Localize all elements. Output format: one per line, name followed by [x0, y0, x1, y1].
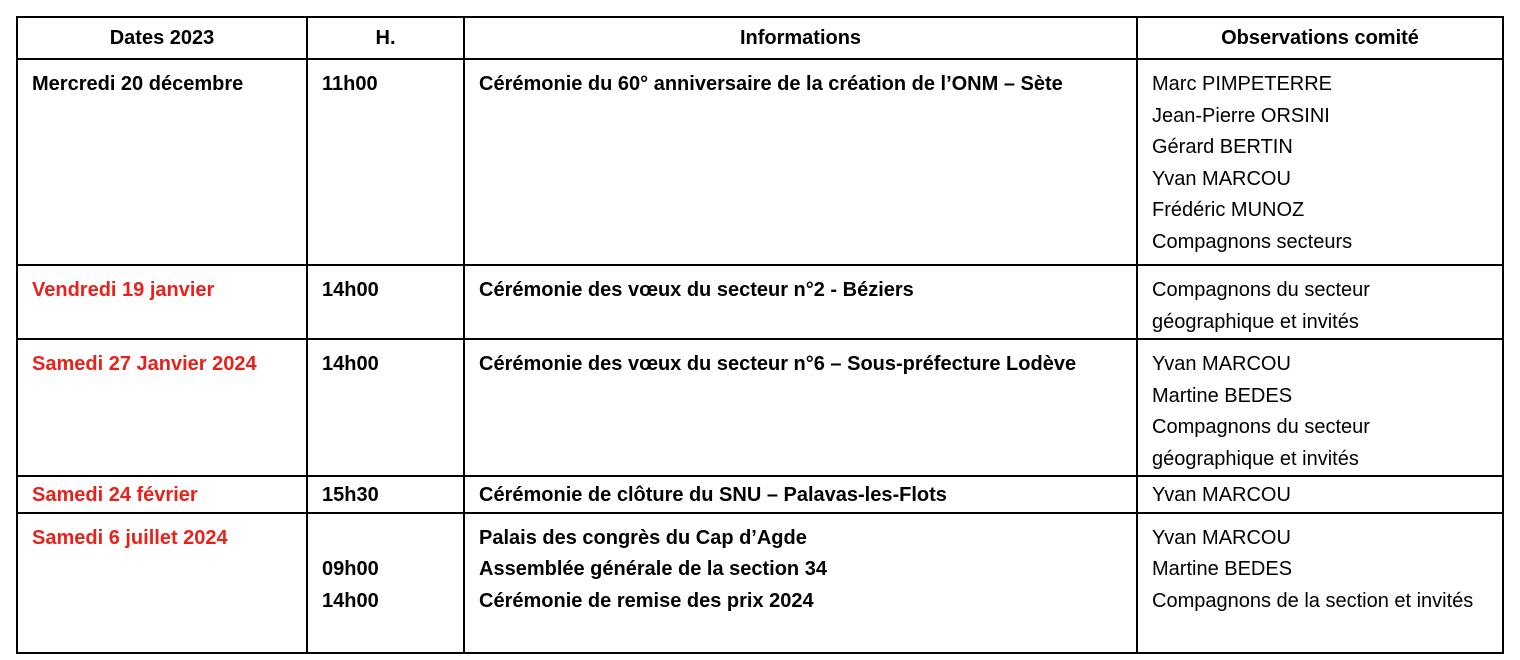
table-row [17, 339, 1503, 476]
header-informations: Informations [464, 17, 1137, 59]
event-info: Assemblée générale de la section 34 [479, 558, 827, 580]
event-date: Samedi 6 juillet 2024 [32, 526, 228, 549]
observation-entry: Jean-Pierre ORSINI [1152, 104, 1330, 127]
event-info: Cérémonie des vœux du secteur n°6 – Sous-préfecture Lodève [479, 353, 1077, 375]
date-cell [17, 59, 307, 265]
observations-cell [1137, 339, 1503, 476]
hour-cell [307, 265, 464, 339]
observations-cell [1137, 513, 1503, 653]
event-date: Mercredi 20 décembre [32, 73, 244, 95]
table-header-row [17, 17, 1503, 59]
info-cell [464, 59, 1137, 265]
header-dates: Dates 2023 [17, 17, 307, 59]
date-cell [17, 339, 307, 476]
table-row [17, 59, 1503, 265]
event-venue: Palais des congrès du Cap d’Agde [479, 526, 807, 549]
observation-entry: Compagnons du secteur géographique et invités [1152, 279, 1370, 333]
hour-cell [307, 476, 464, 513]
event-info: Cérémonie des vœux du secteur n°2 - Béziers [479, 279, 914, 301]
info-cell [464, 339, 1137, 476]
event-date: Vendredi 19 janvier [32, 279, 215, 301]
observation-entry: Martine BEDES [1152, 384, 1293, 407]
info-cell [464, 265, 1137, 339]
observations-cell [1137, 476, 1503, 513]
date-cell [17, 265, 307, 339]
table-row [17, 513, 1503, 653]
event-hour: 14h00 [322, 279, 379, 301]
date-cell [17, 476, 307, 513]
table-row [17, 476, 1503, 513]
event-date: Samedi 27 Janvier 2024 [32, 353, 257, 375]
info-cell [464, 476, 1137, 513]
events-table [16, 16, 1504, 654]
observation-entry: Compagnons secteurs [1152, 230, 1353, 253]
observation-entry: Yvan MARCOU [1152, 353, 1291, 375]
observation-entry: Martine BEDES [1152, 558, 1293, 580]
event-hour: 09h00 [322, 558, 379, 580]
event-hour: 14h00 [322, 589, 379, 612]
event-date: Samedi 24 février [32, 484, 198, 506]
event-info: Cérémonie de clôture du SNU – Palavas-les-Flots [479, 484, 947, 506]
observation-entry: Gérard BERTIN [1152, 136, 1293, 158]
observation-entry: Compagnons de la section et invités [1152, 589, 1474, 612]
observation-entry: Yvan MARCOU [1152, 484, 1291, 506]
hour-cell [307, 59, 464, 265]
event-hour: 15h30 [322, 484, 379, 506]
event-hour: 11h00 [322, 73, 378, 95]
hour-cell [307, 513, 464, 653]
hour-cell [307, 339, 464, 476]
event-info: Cérémonie de remise des prix 2024 [479, 589, 814, 612]
observation-entry: Yvan MARCOU [1152, 526, 1291, 549]
observations-cell [1137, 59, 1503, 265]
observation-entry: Frédéric MUNOZ [1152, 199, 1305, 221]
table-row [17, 265, 1503, 339]
event-info: Cérémonie du 60° anniversaire de la création de l’ONM – Sète [479, 73, 1063, 95]
header-hour: H. [307, 17, 464, 59]
observation-entry: Yvan MARCOU [1152, 167, 1291, 190]
header-observations: Observations comité [1137, 17, 1503, 59]
event-hour: 14h00 [322, 353, 379, 375]
date-cell [17, 513, 307, 653]
observation-entry: Marc PIMPETERRE [1152, 73, 1333, 95]
observation-entry: Compagnons du secteur géographique et invités [1152, 416, 1370, 470]
info-cell [464, 513, 1137, 653]
observations-cell [1137, 265, 1503, 339]
